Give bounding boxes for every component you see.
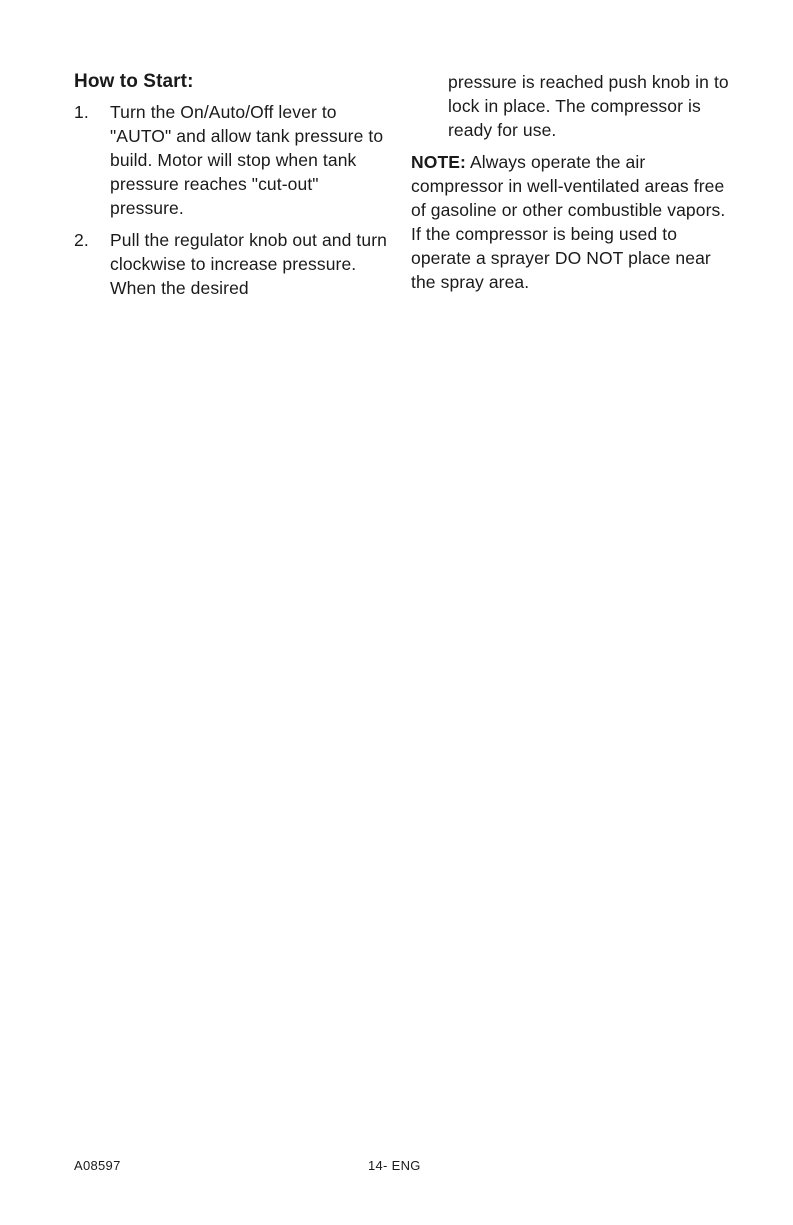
step-text: Turn the On/Auto/Off lever to "AUTO" and allow tank pressure to build. Motor will stop when tank pressure reaches "cut-out" pressure. (110, 102, 384, 218)
step-item-2 (74, 228, 396, 300)
right-column (411, 70, 731, 294)
step-item-1 (74, 100, 396, 220)
page-number: 14- ENG (368, 1158, 421, 1173)
left-column (74, 70, 396, 308)
step-number: 1. (74, 102, 89, 122)
step-2-continuation: pressure is reached push knob in to lock in place. The compressor is ready for use. (448, 72, 729, 140)
step-text: Pull the regulator knob out and turn clockwise to increase pressure. When the desired (110, 230, 387, 298)
document-code: A08597 (74, 1158, 121, 1173)
step-number: 2. (74, 230, 89, 250)
section-heading: How to Start: (74, 71, 194, 92)
note-paragraph (411, 150, 731, 294)
note-label: NOTE: (411, 152, 466, 172)
note-text: Always operate the air compressor in well-ventilated areas free of gasoline or other combustible vapors. If the compressor is being used to operate a sprayer DO NOT place near the spray area. (411, 152, 726, 292)
